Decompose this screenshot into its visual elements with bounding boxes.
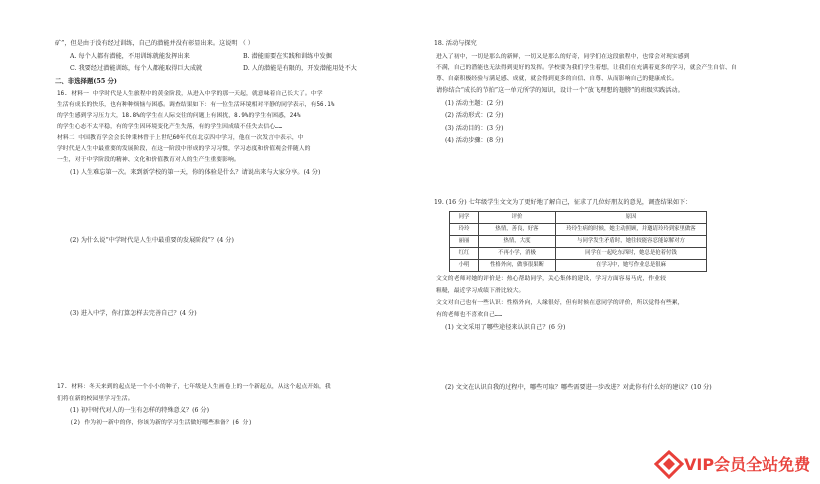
q16-sub-3: (3) 进入中学，你打算怎样去完善自己？(4 分) <box>70 310 197 317</box>
table-header-cell: 评价 <box>479 212 556 224</box>
vip-diamond-icon <box>654 450 684 480</box>
q16-line: 的学生感到学习压力大，18.8%的学生在人际交往的问题上有困扰，8.9%的学生有困惑，24% <box>57 113 301 119</box>
table-row <box>450 260 707 272</box>
q18-line: 尊、自豪积极经验与满足感、成就，就会得到更多的自信、自尊、从而影响自己的健康成长。 <box>436 76 678 82</box>
table-header-cell: 同学 <box>450 212 479 224</box>
table-cell: 丽丽 <box>450 236 479 248</box>
table-row <box>450 236 707 248</box>
evaluation-table <box>449 211 707 272</box>
q19-line: 文文对自己也有一些认识：性格外向，人缘很好，但有时候在意同学的评价，所以觉得有些累， <box>436 300 684 306</box>
q18-item: (4) 活动步骤：(8 分) <box>445 137 504 144</box>
table-cell: 与同学发生矛盾时，她往较能容忍能谅解对方 <box>556 236 707 248</box>
q16-line: 一生，对于中学阶段的精神、文化和价值教育对人的生产生重要影响。 <box>57 157 240 163</box>
q15-option-c: C. 我要经过潜能训练，每个人都能取得巨大成就 <box>70 65 203 72</box>
table-cell: 不再小学，消极 <box>479 248 556 260</box>
table-row <box>450 248 707 260</box>
q16-line: 材料二 中国教育学会会长钟秉林曾于上世纪60年代在北京四中学习，他在一次发言中表示，中 <box>57 135 304 141</box>
table-header-row <box>450 212 707 224</box>
q19-line: 有的老师也不喜欢自己…… <box>436 312 503 318</box>
q18-item: (1) 活动主题：(2 分) <box>445 100 504 107</box>
q19-line: 粗糙，最近学习成绩下滑比较大。 <box>436 288 525 294</box>
q16-line: 的学生心态不太平稳，有的学生因环境变化产生失落，有的学生因成绩不佳失去信心…… <box>57 124 283 130</box>
table-cell: 性格外向，做事很果断 <box>479 260 556 272</box>
table-cell: 热情，善良，好客 <box>479 224 556 236</box>
q18-item: (3) 活动目的：(3 分) <box>445 125 504 132</box>
q18-line: 进入了初中，一切是那么的新鲜，一切又是那么的好奇，同学们在这段旅程中，也常会对现实感到 <box>436 54 690 60</box>
q17-line: 们将在新的校园里学习生活。 <box>57 396 134 402</box>
q19-sub-2: (2) 文文在认识自我的过程中，哪些可取？哪些需要进一步改进？对此你有什么好的建议？(10 分) <box>445 384 712 391</box>
vip-watermark[interactable] <box>652 448 820 484</box>
q15-stem-tail: 矿”，但是由于没有经过训练，自己的潜能并没有彰显出来。这说明 （ ） <box>55 40 254 47</box>
section-heading: 二、非选择题(55 分) <box>55 77 117 85</box>
q19-line: 文文的老师对她的评价是：热心帮助同学，关心集体的建设，学习方面容易马虎，作业较 <box>436 276 666 282</box>
q15-option-d: D. 人的潜能是有限的，开发潜能用处不大 <box>243 65 357 72</box>
q16-line: 16. 材料一 中学时代是人生旅程中的黄金阶段，从进入中学的那一天起，就意味着自己长大了。中学 <box>57 91 323 97</box>
q18-line: 请你结合“成长的节拍”这一单元所学的知识，设计一个“放飞理想的翅膀”的班级实践活动。 <box>436 87 684 94</box>
q18-item: (2) 活动形式：(2 分) <box>445 112 504 119</box>
q19-title: 19. (16 分) 七年级学生文文为了更好地了解自己，征求了几位好朋友的意见，调查结果如下： <box>434 199 692 206</box>
q16-sub-2: (2) 为什么说“中学时代是人生中最重要的发展阶段”？(4 分) <box>70 237 234 244</box>
q19-sub-1: (1) 文文采用了哪些途径来认识自己？(6 分) <box>445 324 566 331</box>
q15-option-b: B. 潜能需要在实践和训练中发掘 <box>243 53 332 60</box>
q17-sub-2: (2) 作为初一新中的你，你该为新的学习生活做好哪些准备？(6 分) <box>70 420 253 426</box>
table-cell: 玲玲生病的时候，她主动照顾，并邀请玲玲到家里做客 <box>556 224 707 236</box>
table-cell: 同学在一起吃东西时，她总是抢着付钱 <box>556 248 707 260</box>
table-header-cell: 原因 <box>556 212 707 224</box>
q15-option-a: A. 每个人都有潜能，不用训练就能发挥出来 <box>70 53 190 60</box>
vip-watermark-text: VIP会员全站免费 <box>684 455 811 474</box>
table-row <box>450 224 707 236</box>
q17-sub-1: (1) 初中时代对人的一生有怎样的特殊意义？(6 分) <box>70 407 210 414</box>
q17-line: 17. 材料：冬天来到的起点是一个小小的种子，七年级是人生画卷上的一个新起点，从这个起点开始，我 <box>57 384 331 390</box>
table-cell: 红红 <box>450 248 479 260</box>
q16-sub-1: (1) 人生难忘第一次。来到新学校的第一天，你的体验是什么？请说出来与大家分享。(4 分) <box>70 169 321 176</box>
table-cell: 玲玲 <box>450 224 479 236</box>
table-cell: 在学习中，她写作业总是很麻 <box>556 260 707 272</box>
table-cell: 小明 <box>450 260 479 272</box>
q18-title: 18. 活动与探究 <box>434 40 477 47</box>
q16-line: 生活有成长的快乐，也有种种烦恼与困惑。调查结果如下：有一位生活环境相对平静的同学表示，有56.1% <box>57 102 335 108</box>
q18-line: 不满，自己的潜能也无法得到更好的发挥。学校要为我们学生着想，让我们在充满着更多的学习，就会产生自信、自 <box>436 65 737 71</box>
table-cell: 热情，大度 <box>479 236 556 248</box>
q16-line: 学时代是人生中最重要的发展阶段，在这一阶段中形成的学习习惯，学习态度和价值观会伴随人的 <box>57 146 311 152</box>
